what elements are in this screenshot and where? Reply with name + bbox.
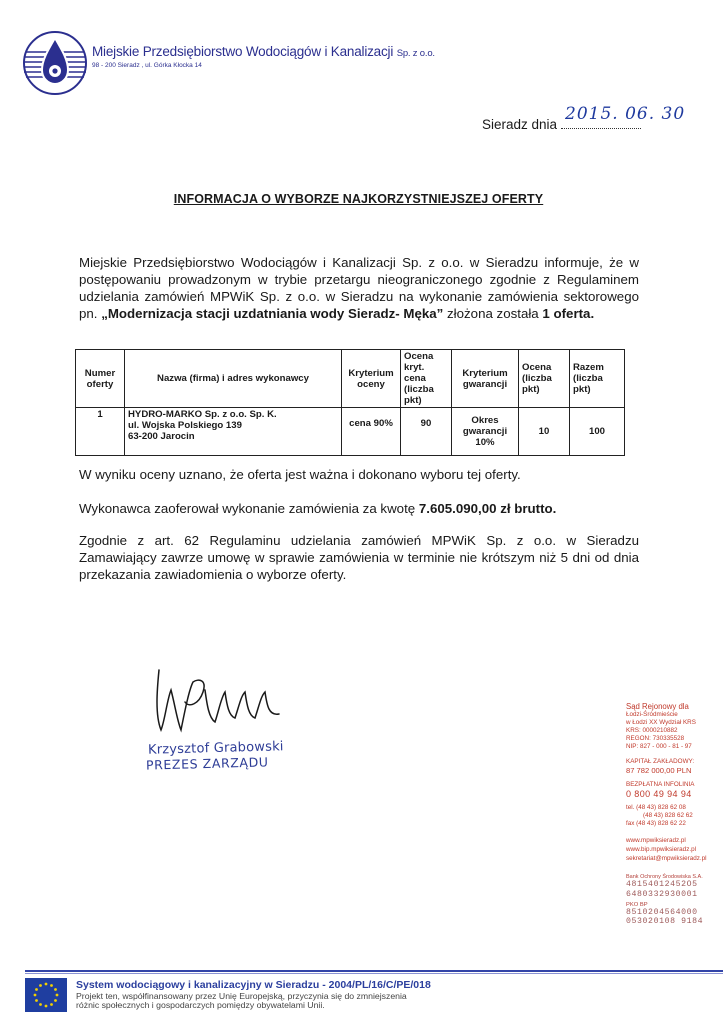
email-link[interactable]: sekretariat@mpwiksieradz.pl xyxy=(626,855,707,862)
company-address: 98 - 200 Sieradz , ul. Górka Kłocka 14 xyxy=(92,62,202,69)
infoline-label: BEZPŁATNA INFOLINIA xyxy=(626,781,695,788)
signatory-role: PREZES ZARZĄDU xyxy=(145,754,269,773)
footer-divider xyxy=(25,970,723,972)
header-contractor: Nazwa (firma) i adres wykonawcy xyxy=(125,350,342,408)
price-amount: 7.605.090,00 zł brutto. xyxy=(418,501,557,516)
footer-divider-thin xyxy=(25,973,723,974)
cell-offer-number: 1 xyxy=(76,408,125,456)
fax-number: fax (48 43) 828 62 22 xyxy=(626,820,686,827)
handwritten-signature xyxy=(145,660,285,745)
bank-2-name: PKO BP xyxy=(626,902,648,908)
article-paragraph: Zgodnie z art. 62 Regulaminu udzielania zamówień MPWiK Sp. z o.o. w Sieradzu Zamawiający zawrze umowę w sprawie zamówienia w terminie nie krótszym niż 5 dni od dnia przekazania zawiadomienia o wyborze oferty. xyxy=(79,533,639,582)
court-city: Łodzi-Śródmieście xyxy=(626,711,678,718)
header-price-score: Ocena kryt. cena (liczba pkt) xyxy=(401,350,452,408)
date-label: Sieradz dnia xyxy=(482,117,558,132)
infoline-value: 0 800 49 94 94 xyxy=(626,789,692,799)
header-offer-number: Numer oferty xyxy=(76,350,125,408)
capital-value: 87 782 000,00 PLN xyxy=(626,766,692,775)
bip-website-link[interactable]: www.bip.mpwiksieradz.pl xyxy=(626,846,696,853)
phone-2: (48 43) 828 62 62 xyxy=(643,812,693,819)
offer-count: 1 oferta. xyxy=(542,306,595,321)
header-warranty-score: Ocena (liczba pkt) xyxy=(519,350,570,408)
offers-table xyxy=(75,349,625,456)
result-text: W wyniku oceny uznano, że oferta jest ważna i dokonano wyboru tej oferty. xyxy=(79,467,521,482)
price-text: Wykonawca zaoferował wykonanie zamówienia za kwotę 7.605.090,00 zł brutto. xyxy=(79,501,557,516)
bank-account-1a: 48154012452O5 xyxy=(626,880,698,889)
bank-account-2b: 053020108 9184 xyxy=(626,917,704,926)
header-total: Razem (liczba pkt) xyxy=(570,350,625,408)
court-label: Sąd Rejonowy dla xyxy=(626,702,689,711)
company-logo xyxy=(22,30,88,96)
cell-contractor: HYDRO-MARKO Sp. z o.o. Sp. K. ul. Wojska Polskiego 139 63-200 Jarocin xyxy=(125,408,342,456)
cell-warranty-score: 10 xyxy=(519,408,570,456)
intro-paragraph: Miejskie Przedsiębiorstwo Wodociągów i Kanalizacji Sp. z o.o. w Sieradzu informuje, że w postępowaniu prowadzonym w trybie przetargu nieograniczonego zgodnie z Regulaminem udzielania zamówień MPWiK Sp. z o.o. w Sieradzu na wykonanie zamówienia sektorowego pn. „Modernizacja stacji uzdatniania wody Sieradz- Męka” złożona została 1 oferta. xyxy=(79,255,639,321)
header-warranty-criterion: Kryterium gwarancji xyxy=(452,350,519,408)
krs-number: KRS: 0000210882 xyxy=(626,727,678,734)
bank-account-1b: 6480332930001 xyxy=(626,890,698,899)
signatory-name: Krzysztof Grabowski xyxy=(147,739,284,758)
footer-title: System wodociągowy i kanalizacyjny w Sieradzu - 2004/PL/16/C/PE/018 xyxy=(76,979,431,991)
handwritten-date: 2015. 06. 30 xyxy=(565,104,686,124)
bank-account-2a: 8510204564000 xyxy=(626,908,698,917)
bank-name: Bank Ochrony Środowiska S.A. xyxy=(626,874,703,880)
phone-1: tel. (48 43) 828 62 08 xyxy=(626,804,686,811)
cell-total: 100 xyxy=(570,408,625,456)
footer-note: Projekt ten, współfinansowany przez Unię Europejską, przyczynia się do zmniejszenia różnic społecznych i gospodarczych pomiędzy obywatelami Unii. xyxy=(76,991,407,1010)
table-header-row xyxy=(76,350,625,408)
cell-criterion: cena 90% xyxy=(342,408,401,456)
cell-price-score: 90 xyxy=(401,408,452,456)
capital-label: KAPITAŁ ZAKŁADOWY: xyxy=(626,758,695,765)
header-criterion: Kryterium oceny xyxy=(342,350,401,408)
project-name: „Modernizacja stacji uzdatniania wody Sieradz- Męka” xyxy=(101,306,444,321)
website-link[interactable]: www.mpwiksieradz.pl xyxy=(626,837,686,844)
document-title: INFORMACJA O WYBORZE NAJKORZYSTNIEJSZEJ OFERTY xyxy=(173,192,544,206)
court-department: w Łodzi XX Wydział KRS xyxy=(626,719,696,726)
eu-flag-icon xyxy=(25,978,67,1012)
nip-number: NIP: 827 - 000 - 81 - 97 xyxy=(626,743,692,750)
company-name: Miejskie Przedsiębiorstwo Wodociągów i Kanalizacji Sp. z o.o. xyxy=(92,44,435,59)
cell-warranty-criterion: Okres gwarancji 10% xyxy=(452,408,519,456)
regon-number: REGON: 730335528 xyxy=(626,735,685,742)
table-row xyxy=(76,408,625,456)
